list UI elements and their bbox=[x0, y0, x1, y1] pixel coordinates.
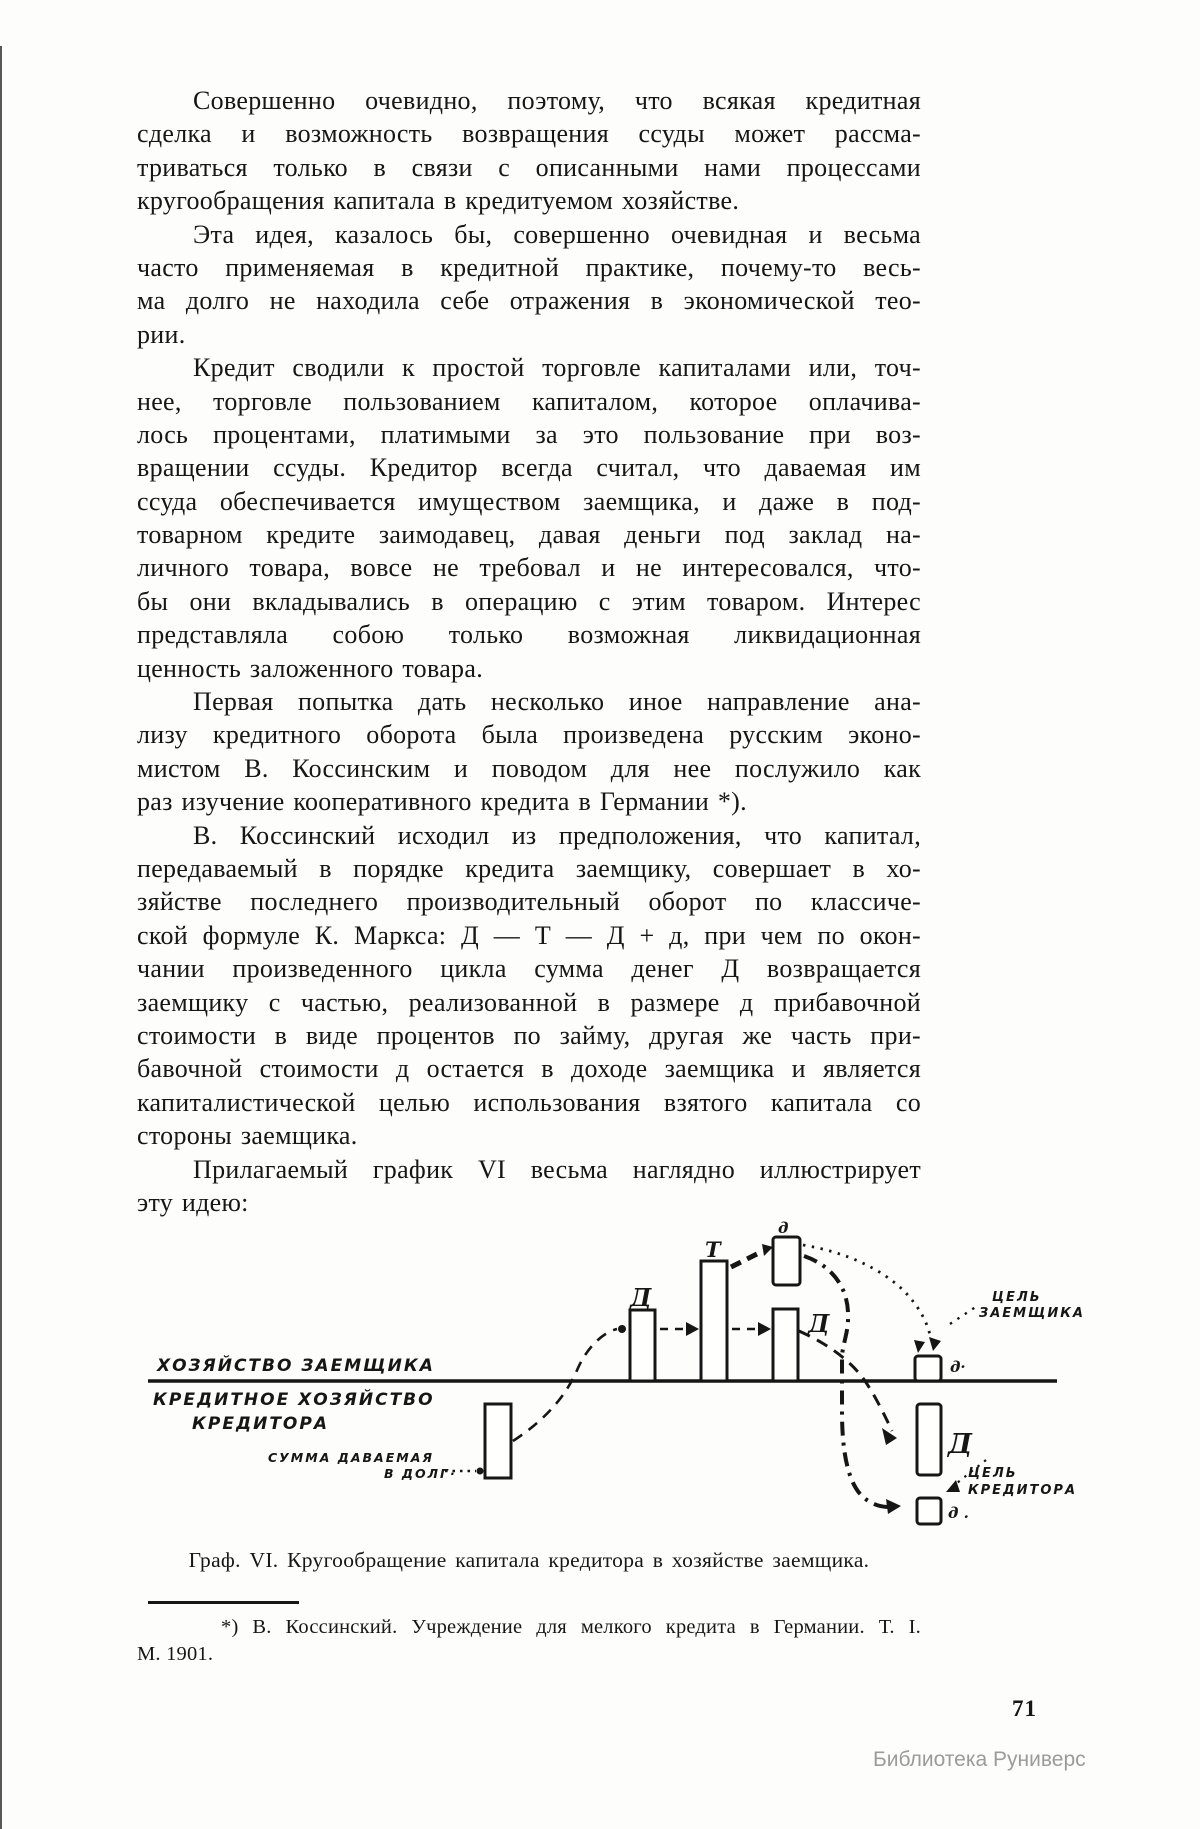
label-bar-increment-line: д· bbox=[950, 1358, 966, 1376]
graph-vi-diagram bbox=[0, 1215, 1100, 1550]
text-line: капиталистической целью использования взятого капитала со bbox=[137, 1087, 921, 1117]
label-loan-sum-2: В ДОЛГ· bbox=[384, 1466, 457, 1481]
bar-goods-t bbox=[701, 1261, 727, 1381]
text-line: товарном кредите заимодавец, давая деньги под заклад на- bbox=[137, 520, 921, 550]
footnote bbox=[137, 1614, 921, 1668]
text-line: нее, торговле пользованием капиталом, которое оплачива- bbox=[137, 386, 921, 416]
text-line: Совершенно очевидно, поэтому, что всякая кредитная bbox=[193, 86, 921, 115]
creditor-bottom-arrowhead bbox=[886, 1499, 901, 1514]
text-line: Кредит сводили к простой торговле капиталами или, точ- bbox=[193, 353, 921, 383]
text-line: передаваемый в порядке кредита заемщику, совершает в хо- bbox=[137, 853, 921, 883]
figure-caption: Граф. VI. Кругообращение капитала кредитора в хозяйстве заемщика. bbox=[188, 1548, 870, 1572]
text-line: лось процентами, платимыми за это пользование при воз- bbox=[137, 419, 921, 449]
library-watermark: Библиотека Руниверс bbox=[873, 1748, 1086, 1771]
label-goal-creditor-1: ЦЕЛЬ bbox=[968, 1466, 1018, 1481]
creditor-money-arrowhead bbox=[882, 1428, 897, 1445]
text-line: чании произведенного цикла сумма денег Д возвращается bbox=[137, 954, 921, 984]
text-line: стороны заемщика. bbox=[137, 1121, 358, 1151]
text-line: сделка и возможность возвращения ссуды может рассма- bbox=[137, 119, 921, 149]
text-line: кругообращения капитала в кредитуемом хозяйстве. bbox=[137, 186, 740, 216]
label-bar-increment-float: д bbox=[778, 1219, 789, 1237]
scan-edge-line bbox=[0, 46, 2, 1829]
body-text-block bbox=[137, 84, 921, 1219]
label-bar-money-creditor: Д bbox=[948, 1429, 973, 1460]
bar-increment-bottom bbox=[917, 1498, 941, 1524]
text-line: представляла собою только возможная ликвидационная bbox=[137, 620, 921, 650]
borrower-goal-arrowhead-2 bbox=[929, 1337, 941, 1351]
loan-to-money-arc-end-dot bbox=[618, 1325, 626, 1333]
loan-label-leader-dot bbox=[477, 1468, 484, 1475]
borrower-goal-leader-dots bbox=[950, 1306, 977, 1324]
label-bar-increment-bottom: д . bbox=[948, 1504, 969, 1522]
goods-to-money-arrowhead bbox=[758, 1322, 771, 1336]
label-bar-goods: Т bbox=[705, 1237, 721, 1262]
bar-money-plus-increment bbox=[773, 1237, 800, 1285]
text-line: бы они вкладывались в операцию с этим товаром. Интерес bbox=[137, 586, 921, 616]
text-line: стоимости в виде процентов по займу, другая же часть при- bbox=[137, 1020, 921, 1050]
text-line: ской формуле К. Маркса: Д — Т — Д + д, при чем по окон- bbox=[137, 920, 921, 950]
text-line: рии. bbox=[137, 319, 186, 349]
text-line: эту идею: bbox=[137, 1187, 249, 1217]
text-line: лизу кредитного оборота была произведена русским эконо- bbox=[137, 720, 921, 750]
label-economy-creditor-1: КРЕДИТНОЕ ХОЗЯЙСТВО bbox=[153, 1390, 435, 1410]
label-loan-sum-1: СУММА ДАВАЕМАЯ bbox=[268, 1450, 435, 1465]
bar-money-creditor bbox=[917, 1404, 941, 1475]
text-line: Прилагаемый график VI весьма наглядно иллюстрирует bbox=[193, 1154, 921, 1184]
label-economy-creditor-2: КРЕДИТОРА bbox=[192, 1414, 329, 1434]
label-bar-money-2: Д bbox=[808, 1309, 830, 1338]
text-line: триваться только в связи с описанными нами процессами bbox=[137, 152, 921, 182]
label-goal-creditor-2: КРЕДИТОРА bbox=[968, 1483, 1077, 1498]
text-line: ценность заложенного товара. bbox=[137, 653, 483, 683]
text-line: зяйстве последнего производительный оборот по классиче- bbox=[137, 887, 921, 917]
label-goal-borrower-2: ЗАЕМЩИКА bbox=[979, 1306, 1085, 1321]
money-to-goods-arrowhead bbox=[686, 1322, 699, 1336]
label-economy-borrower: ХОЗЯЙСТВО ЗАЕМЩИКА bbox=[157, 1356, 435, 1376]
text-line: бавочной стоимости д остается в доходе заемщика и является bbox=[137, 1054, 921, 1084]
text-line: ма долго не находила себе отражения в экономической тео- bbox=[137, 286, 921, 316]
borrower-goal-arrowhead-1 bbox=[914, 1340, 925, 1353]
bar-loan-sum bbox=[485, 1404, 511, 1478]
text-line: Эта идея, казалось бы, совершенно очевидная и весьма bbox=[193, 219, 921, 249]
goods-to-increment-arrow bbox=[731, 1251, 763, 1267]
goods-to-increment-arrowhead bbox=[762, 1244, 773, 1256]
text-line: заемщику с частью, реализованной в размере д прибавочной bbox=[137, 987, 921, 1017]
loan-to-money-arc bbox=[513, 1329, 617, 1441]
footnote-line: *) В. Коссинский. Учреждение для мелкого кредита в Германии. Т. I. bbox=[221, 1616, 921, 1638]
footnote-line: М. 1901. bbox=[137, 1643, 214, 1665]
text-line: вращении ссуды. Кредитор всегда считал, что даваемая им bbox=[137, 453, 921, 483]
label-goal-borrower-1: ЦЕЛЬ bbox=[992, 1290, 1042, 1305]
text-line: Первая попытка дать несколько иное направление ана- bbox=[193, 687, 921, 717]
bar-money-2 bbox=[773, 1309, 798, 1381]
text-line: ссуда обеспечивается имуществом заемщика, и даже в под- bbox=[137, 486, 921, 516]
page-number: 71 bbox=[1012, 1696, 1037, 1721]
text-line: часто применяемая в кредитной практике, почему-то весь- bbox=[137, 252, 921, 282]
footnote-separator-rule bbox=[148, 1601, 299, 1604]
bar-money-1 bbox=[630, 1310, 655, 1381]
bar-increment-on-line bbox=[915, 1356, 941, 1381]
text-line: мистом В. Коссинским и поводом для нее послужило как bbox=[137, 753, 921, 783]
text-line: раз изучение кооперативного кредита в Германии *). bbox=[137, 787, 747, 817]
text-line: личного товара, вовсе не требовал и не интересовался, что- bbox=[137, 553, 921, 583]
text-line: В. Коссинский исходил из предположения, что капитал, bbox=[193, 820, 921, 850]
label-bar-money-1: Д bbox=[630, 1283, 652, 1312]
